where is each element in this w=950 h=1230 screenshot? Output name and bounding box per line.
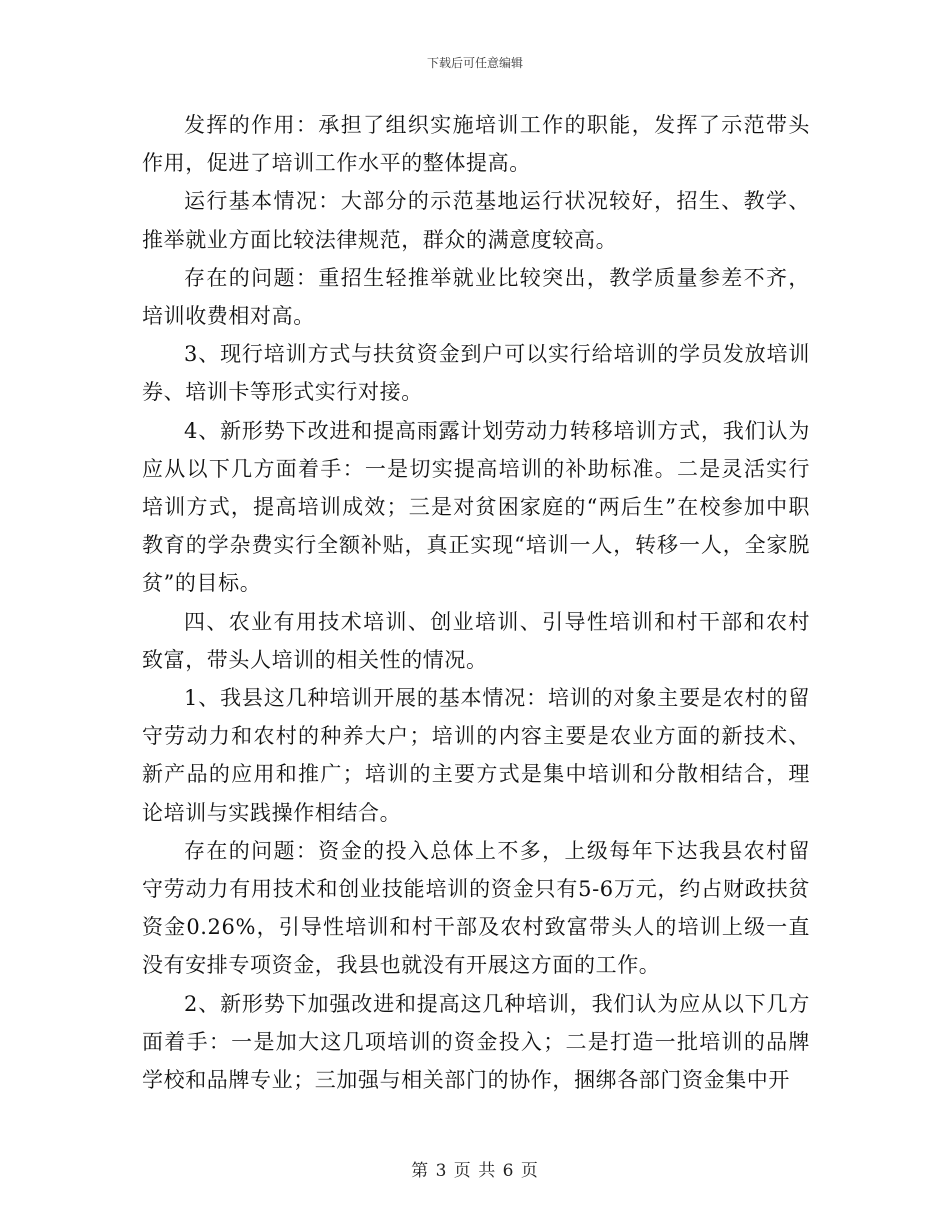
paragraph: 四、农业有用技术培训、创业培训、引导性培训和村干部和农村致富，带头人培训的相关性的情况。 [142,609,810,672]
document-body [142,106,810,1099]
paragraph: 运行基本情况：大部分的示范基地运行状况较好，招生、教学、推举就业方面比较法律规范，群众的满意度较高。 [142,189,810,252]
paragraph: 存在的问题：资金的投入总体上不多，上级每年下达我县农村留守劳动力有用技术和创业技能培训的资金只有5-6万元，约占财政扶贫资金0.26%，引导性培训和村干部及农村致富带头人的培训上级一直没有安排专项资金，我县也就没有开展这方面的工作。 [142,838,810,978]
paragraph: 4、新形势下改进和提高雨露计划劳动力转移培训方式，我们认为应从以下几方面着手：一是切实提高培训的补助标准。二是灵活实行培训方式，提高培训成效；三是对贫困家庭的“两后生”在校参加中职教育的学杂费实行全额补贴，真正实现“培训一人，转移一人，全家脱贫”的目标。 [142,418,810,596]
paragraph: 存在的问题：重招生轻推举就业比较突出，教学质量参差不齐，培训收费相对高。 [142,265,810,329]
paragraph: 发挥的作用：承担了组织实施培训工作的职能，发挥了示范带头作用，促进了培训工作水平的整体提高。 [142,113,810,176]
page-number: 第 3 页 共 6 页 [411,1161,539,1181]
page-header: 下载后可任意编辑 [426,56,523,70]
paragraph: 3、现行培训方式与扶贫资金到户可以实行给培训的学员发放培训券、培训卡等形式实行对接。 [142,342,810,405]
paragraph: 2、新形势下加强改进和提高这几种培训，我们认为应从以下几方面着手：一是加大这几项培训的资金投入；二是打造一批培训的品牌学校和品牌专业；三加强与相关部门的协作，捆绑各部门资金集中开 [142,991,810,1093]
paragraph: 1、我县这几种培训开展的基本情况：培训的对象主要是农村的留守劳动力和农村的种养大户；培训的内容主要是农业方面的新技术、新产品的应用和推广；培训的主要方式是集中培训和分散相结合，理论培训与实践操作相结合。 [142,686,810,825]
